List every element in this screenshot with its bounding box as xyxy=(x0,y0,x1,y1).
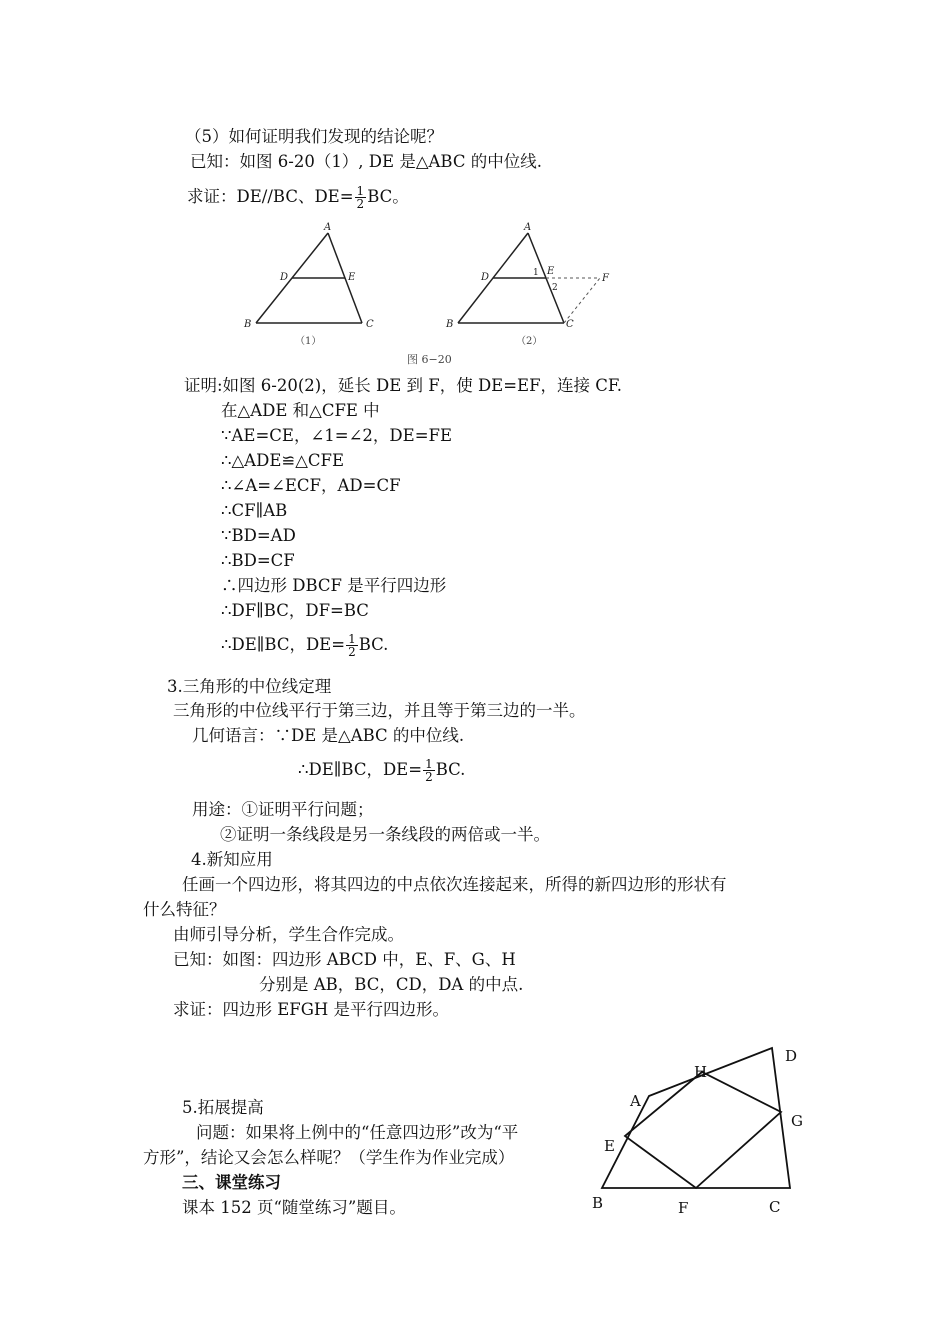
proof-line: ∴∠A=∠ECF，AD=CF xyxy=(221,476,401,495)
label-quad-H: H xyxy=(694,1063,708,1081)
application-text-1: 任画一个四边形，将其四边的中点依次连接起来，所得的新四边形的形状有 xyxy=(182,875,727,894)
label-C: C xyxy=(366,319,374,330)
label-E2: E xyxy=(547,266,555,277)
label-C2: C xyxy=(566,319,574,330)
figure-caption: 图 6−20 xyxy=(407,353,452,366)
label-D2: D xyxy=(481,272,490,283)
fraction-half: $\frac{1}{2}$ xyxy=(356,184,365,211)
quadrilateral-figure xyxy=(592,1040,822,1220)
usage-line-2: ②证明一条线段是另一条线段的两倍或一半。 xyxy=(220,825,550,844)
question-5-title: （5）如何证明我们发现的结论呢？ xyxy=(185,127,443,146)
proof-line: 证明:如图 6-20(2)，延长 DE 到 F，使 DE=EF，连接 CF. xyxy=(184,376,623,395)
section-3-title: 3.三角形的中位线定理 xyxy=(167,677,332,696)
label-quad-F: F xyxy=(678,1199,689,1217)
practice-text: 课本 152 页“随堂练习”题目。 xyxy=(182,1198,406,1217)
label-A2: A xyxy=(524,222,532,233)
label-quad-E: E xyxy=(604,1137,615,1155)
proof-line: ∵BD=AD xyxy=(221,526,296,545)
prove-prefix: 求证：DE//BC、DE= xyxy=(187,187,354,206)
fraction-half: $\frac{1}{2}$ xyxy=(425,757,433,784)
guide-text: 由师引导分析，学生合作完成。 xyxy=(173,925,404,944)
proof-line: ∴DF∥BC，DF=BC xyxy=(221,601,369,620)
conclusion-prefix: ∴DE∥BC，DE= xyxy=(221,635,346,654)
figure-2-sublabel: （2） xyxy=(516,336,543,347)
angle-2-label: 2 xyxy=(552,283,558,293)
section-5-title: 5.拓展提高 xyxy=(182,1098,264,1117)
section-4-title: 4.新知应用 xyxy=(191,850,273,869)
proof-conclusion xyxy=(221,633,388,658)
proof-line: ∴BD=CF xyxy=(221,551,295,570)
theorem-text: 三角形的中位线平行于第三边，并且等于第三边的一半。 xyxy=(173,701,586,720)
angle-1-label: 1 xyxy=(533,268,539,278)
proof-line: 在△ADE 和△CFE 中 xyxy=(221,401,380,420)
proof-line: ∵AE=CE，∠1=∠2，DE=FE xyxy=(221,426,453,445)
given-statement: 已知：如图 6-20（1）, DE 是△ABC 的中位线. xyxy=(190,152,542,171)
label-quad-B: B xyxy=(592,1194,604,1212)
label-quad-G: G xyxy=(791,1112,803,1130)
label-A: A xyxy=(324,222,332,233)
geometric-language: 几何语言：∵DE 是△ABC 的中位线. xyxy=(192,726,465,745)
given-2-line-2: 分别是 AB，BC，CD，DA 的中点. xyxy=(259,975,524,994)
usage-line-1: 用途：①证明平行问题； xyxy=(192,800,374,819)
proof-line: ∴CF∥AB xyxy=(221,501,288,520)
prove-statement xyxy=(187,185,409,210)
conclusion-suffix: BC. xyxy=(358,635,389,654)
proof-line: ∴四边形 DBCF 是平行四边形 xyxy=(221,576,447,595)
geo-conclusion-suffix: BC. xyxy=(435,760,466,779)
triangle-figure-1 xyxy=(240,220,380,350)
label-F2: F xyxy=(602,273,609,284)
label-quad-C: C xyxy=(769,1198,781,1216)
given-2-line-1: 已知：如图：四边形 ABCD 中，E、F、G、H xyxy=(173,950,516,969)
label-quad-A: A xyxy=(630,1092,641,1110)
prove-2: 求证：四边形 EFGH 是平行四边形。 xyxy=(173,1000,450,1019)
problem-text-1: 问题：如果将上例中的“任意四边形”改为“平 xyxy=(196,1123,519,1142)
label-D: D xyxy=(280,272,289,283)
problem-text-2: 方形”，结论又会怎么样呢？（学生作为作业完成） xyxy=(143,1148,515,1167)
label-quad-D: D xyxy=(785,1047,798,1065)
geo-conclusion-prefix: ∴DE∥BC，DE= xyxy=(298,760,423,779)
prove-suffix: BC。 xyxy=(367,187,409,206)
label-E: E xyxy=(348,272,356,283)
proof-line: ∴△ADE≌△CFE xyxy=(221,451,345,470)
figure-1-sublabel: （1） xyxy=(295,336,322,347)
fraction-half: $\frac{1}{2}$ xyxy=(348,632,356,659)
label-B2: B xyxy=(446,319,454,330)
geometric-conclusion xyxy=(298,758,465,783)
triangle-figure-2 xyxy=(442,220,622,350)
application-text-2: 什么特征？ xyxy=(143,900,226,919)
practice-section-title: 三、课堂练习 xyxy=(182,1173,281,1192)
label-B: B xyxy=(244,319,252,330)
